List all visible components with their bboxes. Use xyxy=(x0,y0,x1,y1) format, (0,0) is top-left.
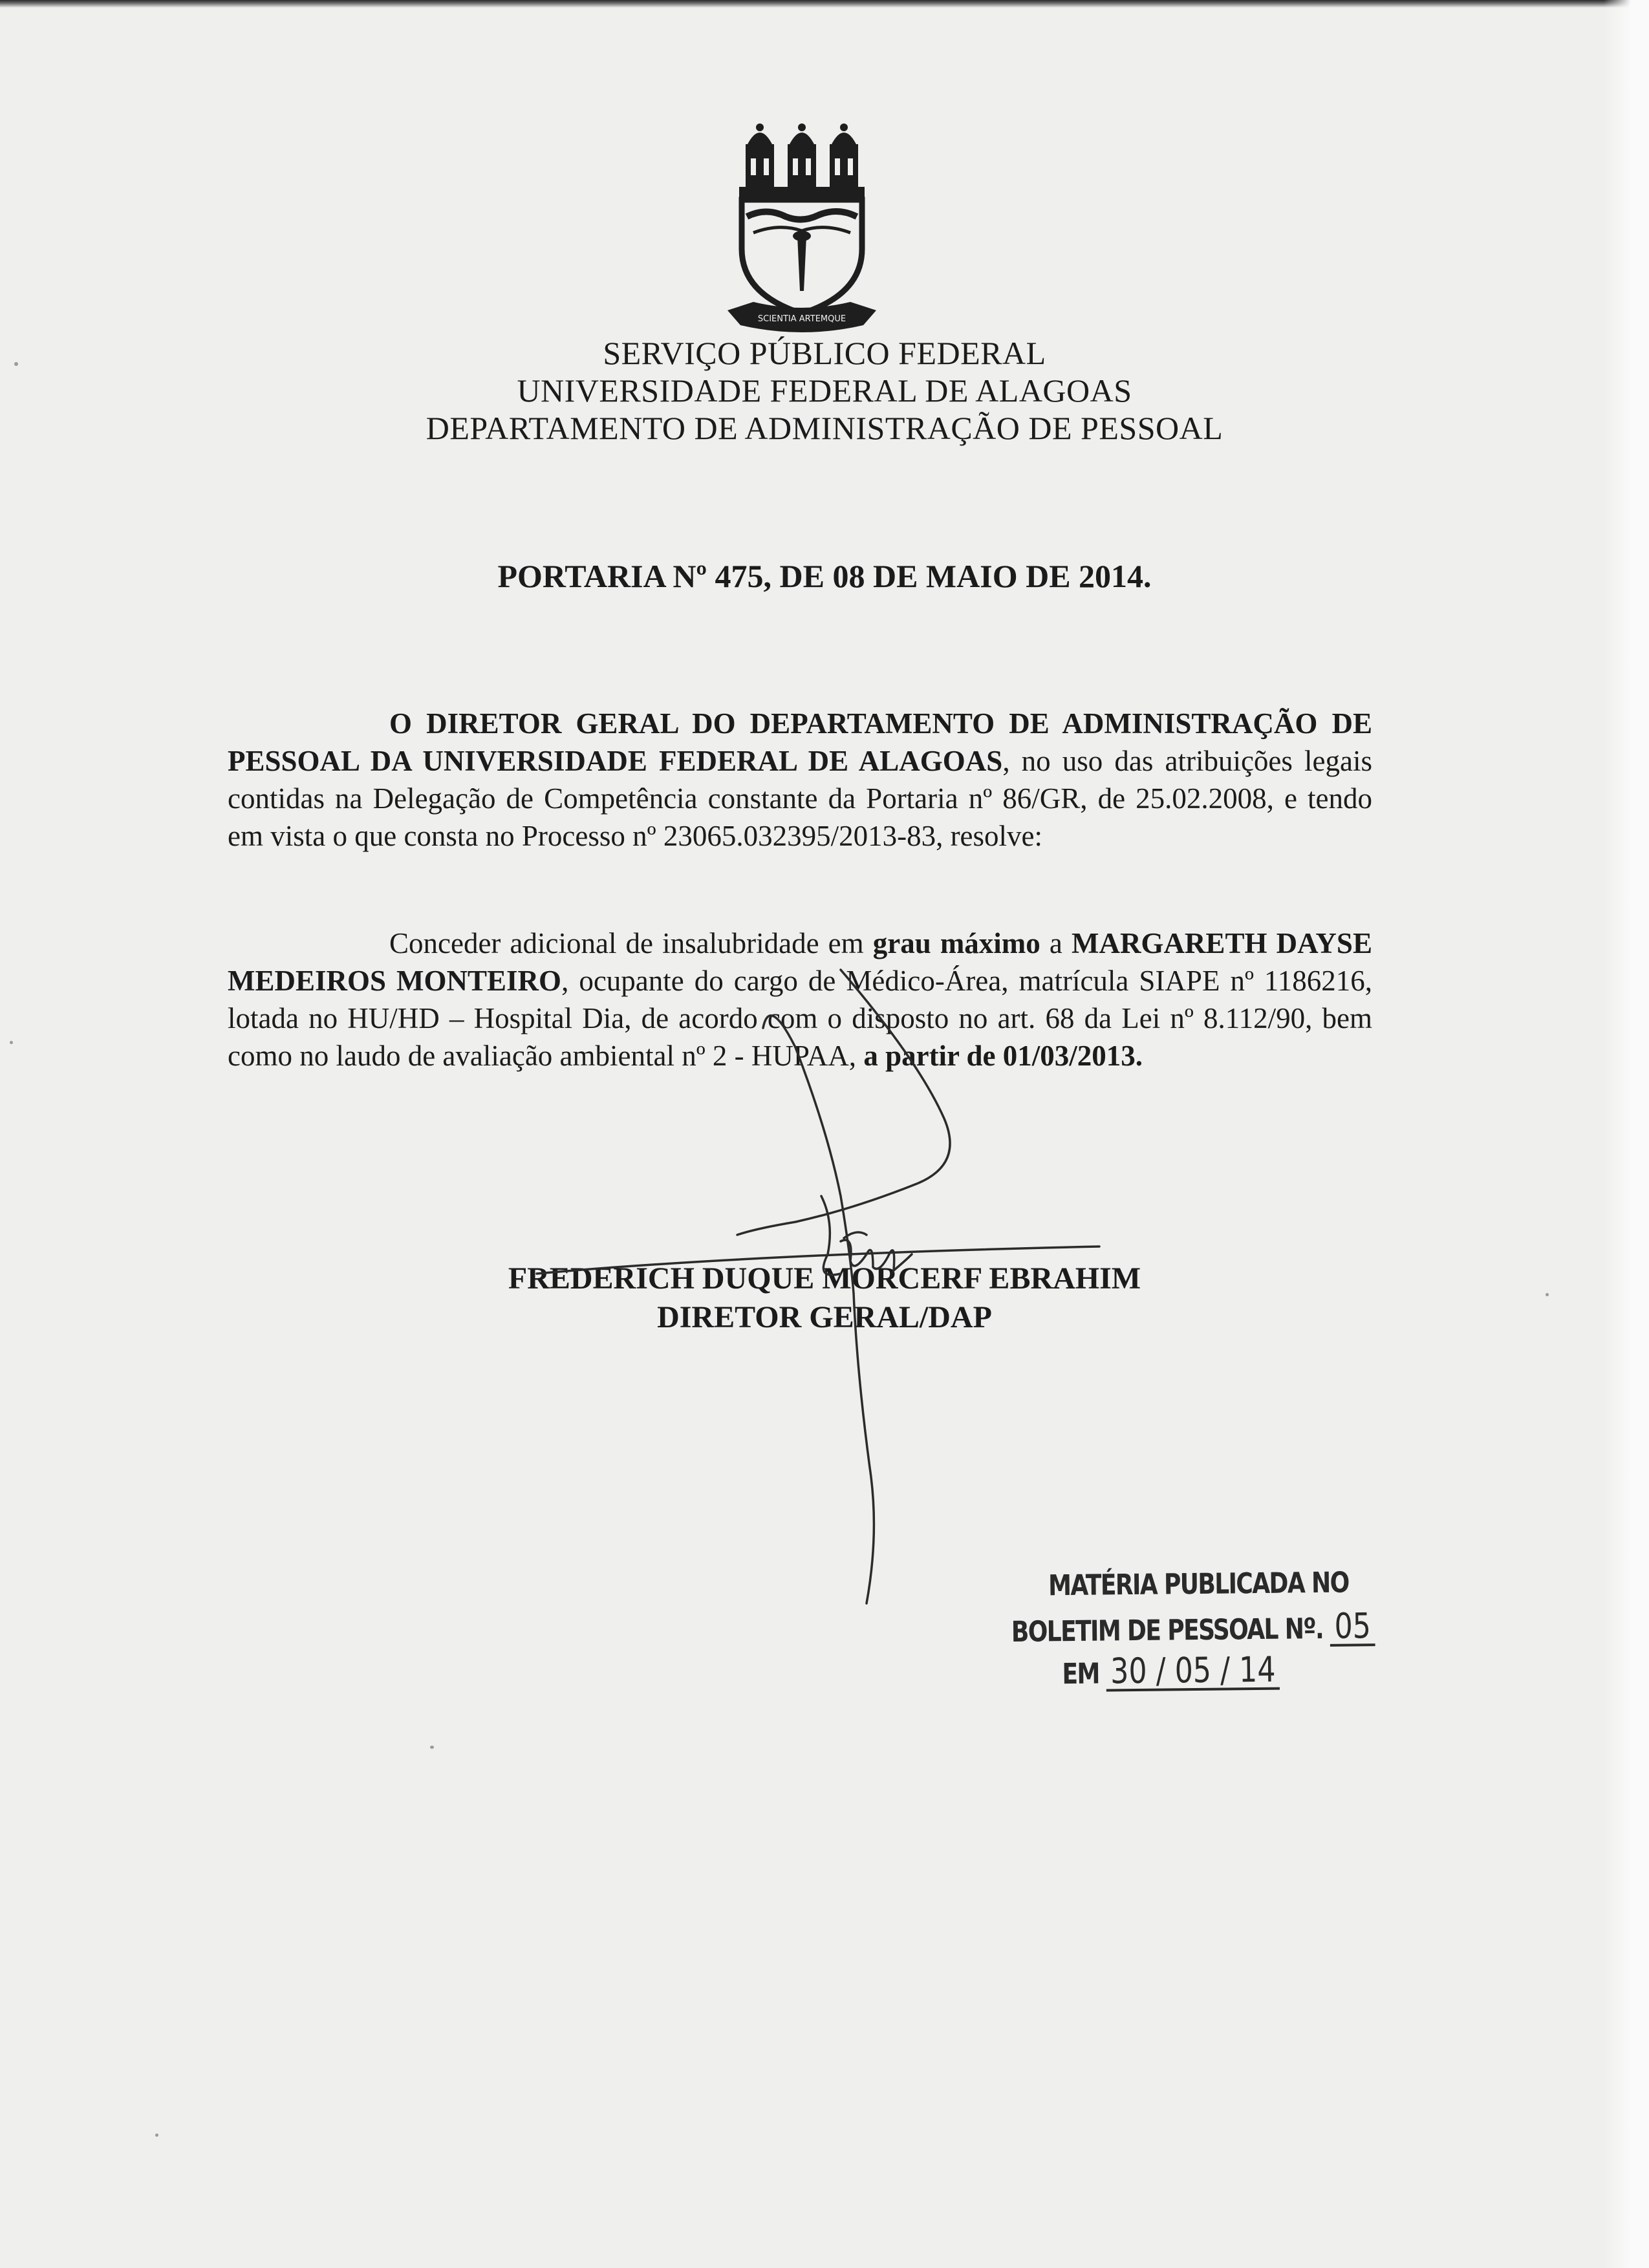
beneficiary-name: MARGARETH DAYSE MEDEIROS MONTEIRO xyxy=(228,927,1372,997)
crest-motto: SCIENTIA ARTEMQUE xyxy=(757,314,846,324)
scan-speck xyxy=(155,2134,158,2137)
header-line-3: DEPARTAMENTO DE ADMINISTRAÇÃO DE PESSOAL xyxy=(426,410,1223,446)
signatory-title: DIRETOR GERAL/DAP xyxy=(657,1300,992,1334)
effective-date: a partir de 01/03/2013. xyxy=(863,1040,1143,1072)
stamp-date-label: EM xyxy=(1062,1657,1100,1691)
resolution-paragraph xyxy=(228,925,1372,1075)
stamp-date-month: 05 xyxy=(1174,1649,1212,1691)
preamble-authority: O DIRETOR GERAL DO DEPARTAMENTO DE ADMINISTRAÇÃO DE PESSOAL DA UNIVERSIDADE FEDERAL DE ALAGOAS xyxy=(228,707,1372,777)
signatory-name: FREDERICH DUQUE MORCERF EBRAHIM xyxy=(508,1261,1141,1296)
header-line-2: UNIVERSIDADE FEDERAL DE ALAGOAS xyxy=(517,372,1132,409)
scan-speck xyxy=(10,1041,13,1044)
stamp-date-year: 14 xyxy=(1238,1649,1276,1691)
stamp-boletim-number: 05 xyxy=(1330,1609,1375,1647)
stamp-date-separator: / xyxy=(1220,1649,1231,1691)
scan-top-edge xyxy=(0,0,1649,8)
stamp-line-1: MATÉRIA PUBLICADA NO xyxy=(1048,1566,1349,1603)
stamp-date xyxy=(1106,1649,1280,1692)
resolution-text-2: a xyxy=(1040,927,1072,959)
stamp-date-day: 30 xyxy=(1110,1650,1147,1692)
resolution-degree: grau máximo xyxy=(872,927,1040,959)
resolution-text-1: Conceder adicional de insalubridade em xyxy=(389,927,873,959)
stamp-line-3 xyxy=(1062,1649,1280,1693)
stamp-line-2 xyxy=(1011,1605,1375,1650)
stamp-boletim-label: BOLETIM DE PESSOAL Nº. xyxy=(1011,1612,1324,1649)
stamp-date-separator: / xyxy=(1156,1650,1166,1691)
university-crest-icon xyxy=(727,120,876,333)
header-line-1: SERVIÇO PÚBLICO FEDERAL xyxy=(603,335,1046,371)
preamble-text: , no uso das atribuições legais contidas na Delegação de Competência constante da Portaria nº 86/GR, de 25.02.2008, e tendo em vista o que consta no Processo nº 23065.032395/2013-83, resolve: xyxy=(228,745,1372,852)
scan-speck xyxy=(430,1746,434,1749)
document-title: PORTARIA Nº 475, DE 08 DE MAIO DE 2014. xyxy=(497,558,1152,594)
publication-stamp xyxy=(995,1566,1397,1718)
resolution-text-3: , ocupante do cargo de Médico-Área, matrícula SIAPE nº 1186216, lotada no HU/HD – Hospital Dia, de acordo com o disposto no art. 68 da Lei nº 8.112/90, bem como no laudo de avaliação ambiental nº 2 - HUPAA, xyxy=(228,965,1372,1072)
preamble-paragraph xyxy=(228,705,1372,855)
